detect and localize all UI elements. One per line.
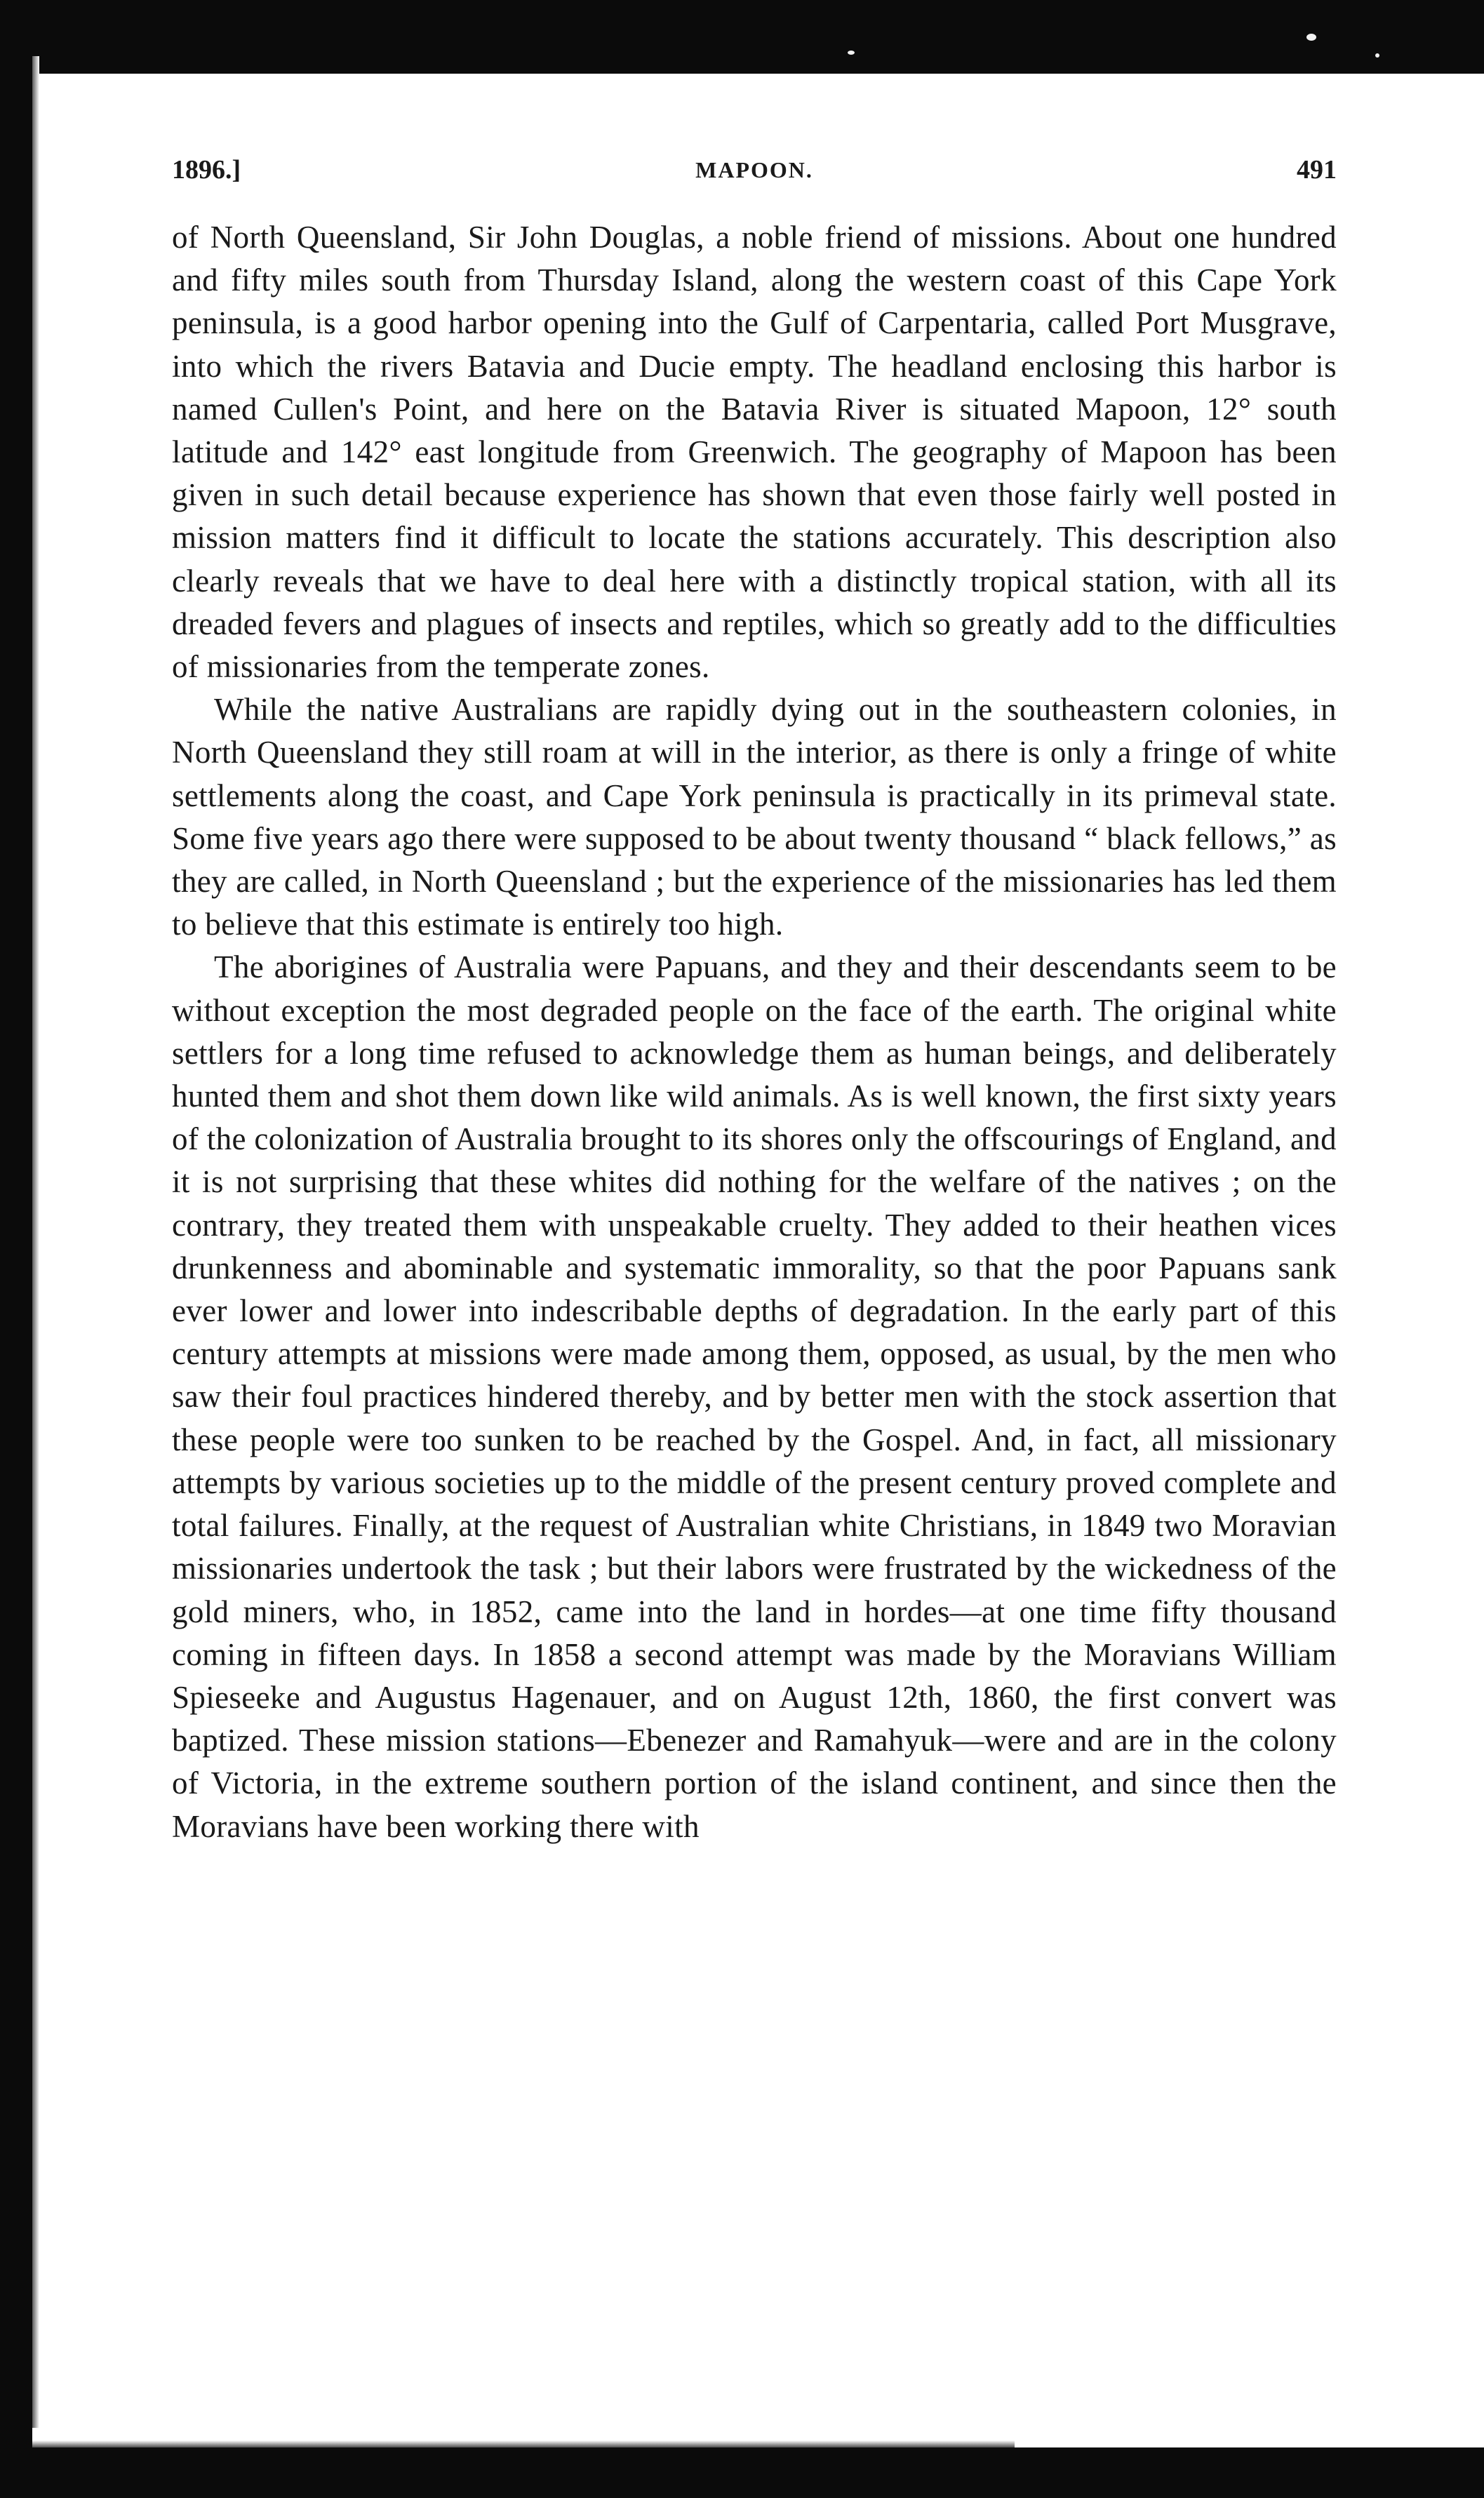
running-head-title: MAPOON. <box>695 157 813 182</box>
scan-speck <box>1375 53 1379 58</box>
paragraph-1: of North Queensland, Sir John Douglas, a noble friend of missions. About one hundred and fifty miles south from Thursday Island, along the western coast of this Cape York peninsula, is a good harbor opening into the Gulf of Carpentaria, called Port Musgrave, into which the rivers Batavia and Ducie empty. The headland enclosing this harbor is named Cullen's Point, and here on the Batavia River is situated Mapoon, 12° south latitude and 142° east longitude from Greenwich. The geography of Mapoon has been given in such detail because experience has shown that even those fairly well posted in mission matters find it difficult to locate the stations accurately. This description also clearly reveals that we have to deal here with a distinctly tropical station, with all its dreaded fevers and plagues of insects and reptiles, which so greatly add to the difficulties of missionaries from the temperate zones. <box>172 220 1337 685</box>
scan-border-left <box>0 0 32 2498</box>
paragraph-3: The aborigines of Australia were Papuans, and they and their descendants seem to be without exception the most degraded people on the face of the earth. The original white settlers for a long time refused to acknowledge them as human beings, and deliberately hunted them and shot them down like wild animals. As is well known, the first sixty years of the colonization of Australia brought to its shores only the offscourings of England, and it is not surprising that these whites did nothing for the welfare of the natives ; on the contrary, they treated them with unspeakable cruelty. They added to their heathen vices drunkenness and abominable and systematic immorality, so that the poor Papuans sank ever lower and lower into indescribable depths of degradation. In the early part of this century attempts at missions were made among them, opposed, as usual, by the men who saw their foul practices hindered thereby, and by better men with the stock assertion that these people were too sunken to be reached by the Gospel. And, in fact, all missionary attempts by various societies up to the middle of the present century proved complete and total failures. Finally, at the request of Australian white Christians, in 1849 two Moravian missionaries undertook the task ; but their labors were frustrated by the wickedness of the gold miners, who, in 1852, came into the land in hordes—at one time fifty thousand coming in fifteen days. In 1858 a second attempt was made by the Moravians William Spieseeke and Augustus Hagenauer, and on August 12th, 1860, the first convert was baptized. These mission stations—Ebenezer and Ramahyuk—were and are in the colony of Victoria, in the extreme southern portion of the island continent, and since then the Moravians have been working there with <box>172 949 1337 1844</box>
paragraph-2: While the native Australians are rapidly dying out in the southeastern colonies, in North Queensland they still roam at will in the interior, as there is only a fringe of white settlements along the coast, and Cape York peninsula is practically in its primeval state. Some five years ago there were supposed to be about twenty thousand “ black fellows,” as they are called, in North Queensland ; but the experience of the missionaries has led them to believe that this estimate is entirely too high. <box>172 692 1337 942</box>
scan-border-top <box>0 0 1484 74</box>
book-page <box>172 140 1337 1848</box>
scan-border-bottom <box>0 2447 1484 2498</box>
page-number: 491 <box>1297 155 1337 185</box>
scan-border-corner <box>1435 0 1484 28</box>
running-head <box>172 140 1337 189</box>
scan-speck <box>848 51 855 55</box>
scan-speck <box>1306 34 1316 41</box>
running-head-year: 1896.] <box>172 155 241 185</box>
scan-border-shadow <box>32 56 39 2428</box>
body-text <box>172 216 1337 1848</box>
